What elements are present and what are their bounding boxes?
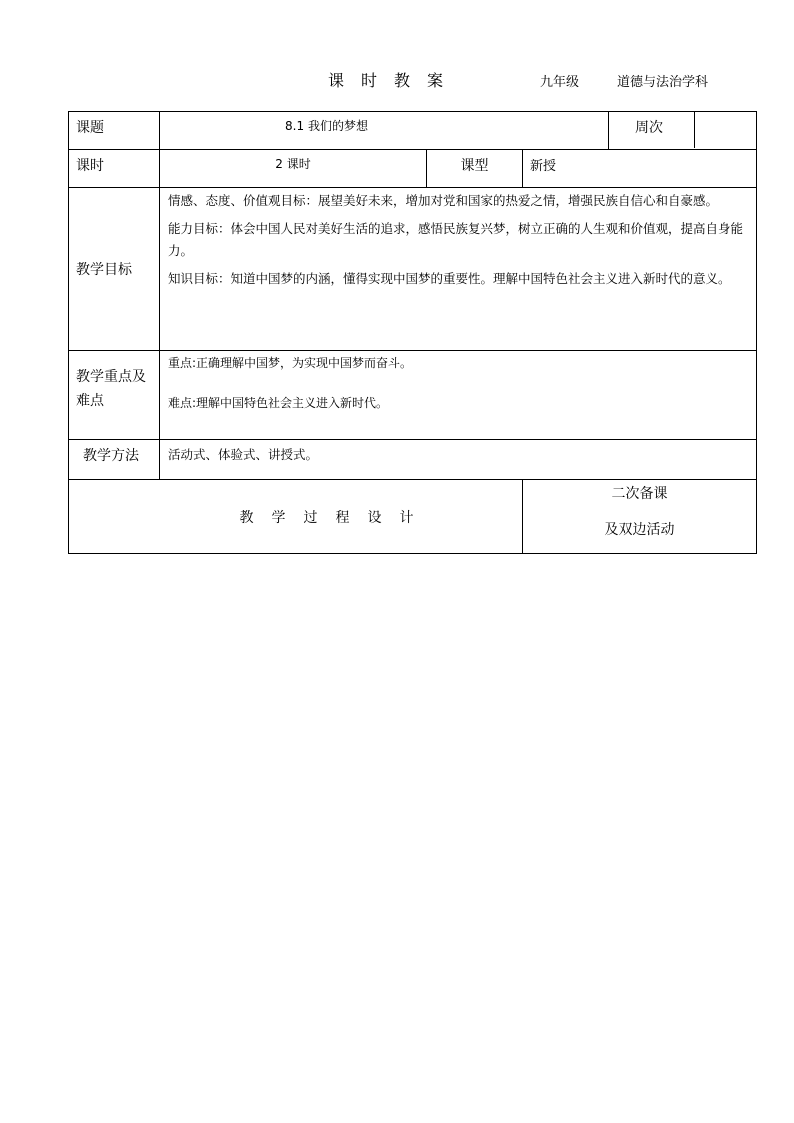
page-title: 课时教案 (328, 71, 461, 90)
topic-label: 课题 (69, 112, 160, 150)
table-row (69, 188, 757, 351)
goal-emotion: 情感、态度、价值观目标：展望美好未来，增加对党和国家的热爱之情，增强民族自信心和自豪感。 (168, 193, 719, 208)
backup-line1: 二次备课 (611, 486, 668, 502)
week-label: 周次 (609, 112, 695, 148)
table-row (69, 112, 757, 150)
topic-value: 8.1 我们的梦想 (160, 112, 609, 150)
backup-cell (523, 480, 757, 554)
key-difficult-content (160, 351, 757, 440)
hours-value: 2 课时 (160, 150, 427, 188)
method-label: 教学方法 (69, 440, 160, 480)
type-value: 新授 (523, 150, 757, 188)
subject-label: 道德与法治学科 (617, 75, 709, 90)
backup-line2: 及双边活动 (604, 522, 675, 538)
lesson-plan-table (68, 111, 757, 554)
key-point: 重点:正确理解中国梦，为实现中国梦而奋斗。 (168, 356, 413, 370)
difficult-point: 难点:理解中国特色社会主义进入新时代。 (168, 396, 389, 410)
week-cell (609, 112, 757, 150)
method-value: 活动式、体验式、讲授式。 (160, 440, 757, 480)
key-difficult-label: 教学重点及难点 (69, 351, 160, 440)
type-label: 课型 (427, 150, 523, 188)
goal-ability: 能力目标：体会中国人民对美好生活的追求，感悟民族复兴梦，树立正确的人生观和价值观，提高自身能力。 (168, 221, 744, 258)
goal-knowledge: 知识目标：知道中国梦的内涵，懂得实现中国梦的重要性。理解中国特色社会主义进入新时代的意义。 (168, 271, 731, 286)
table-row (69, 480, 757, 554)
table-row (69, 440, 757, 480)
table-row (69, 351, 757, 440)
process-design-label: 教学过程设计 (69, 480, 523, 554)
week-value (695, 112, 756, 148)
grade-label: 九年级 (540, 75, 580, 90)
goals-label: 教学目标 (69, 188, 160, 351)
page-header (0, 68, 794, 92)
table-row (69, 150, 757, 188)
hours-label: 课时 (69, 150, 160, 188)
goals-content (160, 188, 757, 351)
